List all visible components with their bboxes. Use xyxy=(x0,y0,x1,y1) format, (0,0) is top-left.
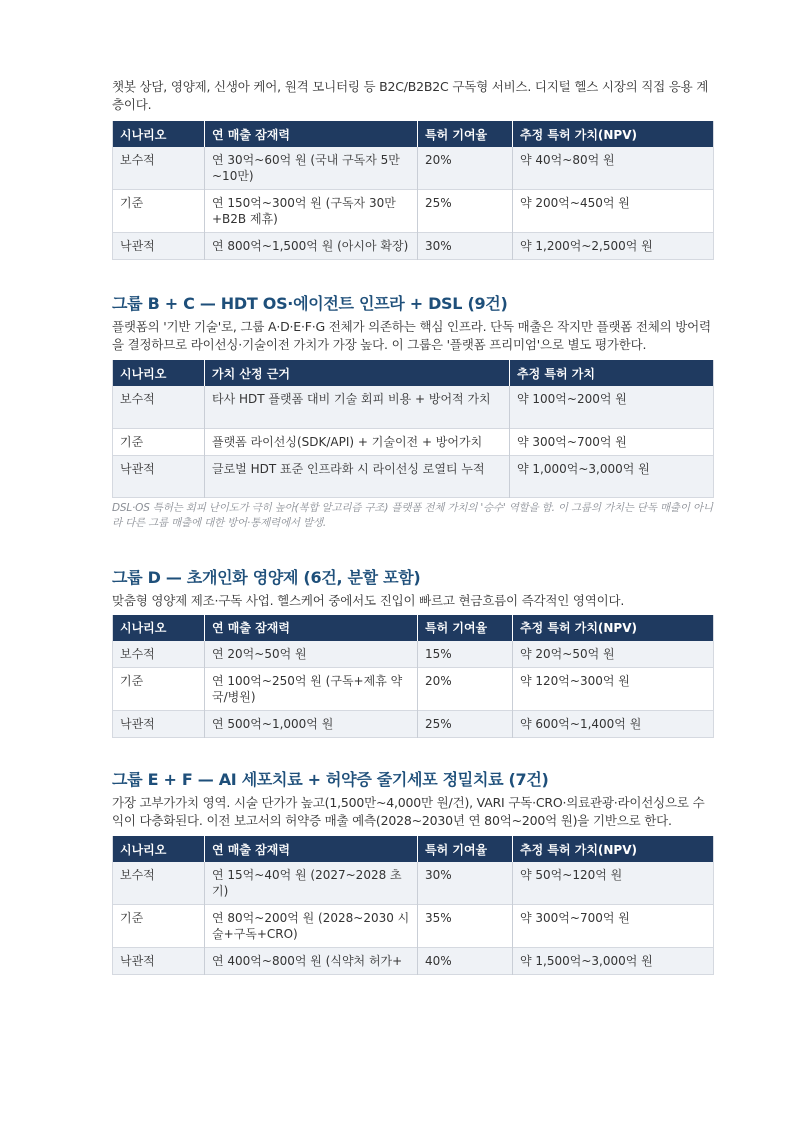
table-cell: 약 40억~80억 원 xyxy=(513,147,714,190)
table-cell: 약 1,200억~2,500억 원 xyxy=(513,233,714,260)
column-header: 연 매출 잠재력 xyxy=(205,836,418,862)
table-row xyxy=(113,862,714,905)
table-cell: 기준 xyxy=(113,905,205,948)
table-cell: 플랫폼 라이선싱(SDK/API) + 기술이전 + 방어가치 xyxy=(205,428,510,455)
table-cell: 25% xyxy=(418,190,513,233)
column-header: 추정 특허 가치 xyxy=(510,360,714,386)
table-cell: 보수적 xyxy=(113,641,205,668)
table-group-a xyxy=(112,121,714,260)
table-cell: 약 600억~1,400억 원 xyxy=(513,711,714,738)
table-group-ef xyxy=(112,836,714,975)
table-cell: 약 120억~300억 원 xyxy=(520,674,630,688)
table-row xyxy=(113,905,714,948)
table-cell: 약 20억~50억 원 xyxy=(513,641,714,668)
table-cell: 약 100억~200억 원 xyxy=(510,386,714,428)
table-row xyxy=(113,233,714,260)
table-cell: 15% xyxy=(418,641,513,668)
table-cell: 연 400억~800억 원 (식약처 허가+ xyxy=(205,948,418,975)
table-cell: 약 50억~120억 원 xyxy=(513,862,714,905)
table-cell: 30% xyxy=(418,862,513,905)
table-group-d xyxy=(112,615,714,739)
table-cell: 약 300억~700억 원 xyxy=(520,911,630,925)
table-row xyxy=(113,386,714,428)
table-cell: 30% xyxy=(418,233,513,260)
column-header: 추정 특허 가치(NPV) xyxy=(513,836,714,862)
section-desc-group-d: 맞춤형 영양제 제조·구독 사업. 헬스케어 중에서도 진입이 빠르고 현금흐름이 즉각적인 영역이다. xyxy=(112,592,625,608)
section-title-group-bc: 그룹 B + C — HDT OS·에이전트 인프라 + DSL (9건) xyxy=(112,294,508,313)
table-cell: 글로벌 HDT 표준 인프라화 시 라이선싱 로열티 누적 xyxy=(205,455,510,497)
table-cell: 낙관적 xyxy=(113,455,205,497)
table-cell: 약 1,000억~3,000억 원 xyxy=(510,455,714,497)
table-header-row xyxy=(113,615,714,641)
table-cell: 보수적 xyxy=(113,147,205,190)
table-cell: 35% xyxy=(418,905,513,948)
table-cell: 낙관적 xyxy=(113,711,205,738)
table-cell: 연 500억~1,000억 원 xyxy=(205,711,418,738)
section-desc-group-ef: 가장 고부가가치 영역. 시술 단가가 높고(1,500만~4,000만 원/건), VARI 구독·CRO·의료관광·라이선싱으로 수익이 다층화된다. 이전 보고서의 허약증 매출 예측(2028~2030년 연 80억~200억 원)을 기반으로 한다. xyxy=(112,795,705,828)
intro-paragraph: 챗봇 상담, 영양제, 신생아 케어, 원격 모니터링 등 B2C/B2B2C 구독형 서비스. 디지털 헬스 시장의 직접 응용 계층이다. xyxy=(112,79,709,112)
table-cell: 낙관적 xyxy=(113,233,205,260)
document-page xyxy=(112,78,713,975)
table-cell: 낙관적 xyxy=(113,948,205,975)
table-cell: 20% xyxy=(418,147,513,190)
table-row xyxy=(113,455,714,497)
column-header: 추정 특허 가치(NPV) xyxy=(513,615,714,641)
column-header: 연 매출 잠재력 xyxy=(205,121,418,147)
column-header: 시나리오 xyxy=(113,360,205,386)
table-cell: 연 800억~1,500억 원 (아시아 확장) xyxy=(205,233,418,260)
table-cell: 40% xyxy=(418,948,513,975)
table-cell: 약 300억~700억 원 xyxy=(517,434,627,449)
column-header: 추정 특허 가치(NPV) xyxy=(513,121,714,147)
table-header-row xyxy=(113,836,714,862)
table-cell: 연 15억~40억 원 (2027~2028 초기) xyxy=(205,862,418,905)
table-cell: 보수적 xyxy=(113,386,205,428)
table-cell: 약 1,500억~3,000억 원 xyxy=(513,948,714,975)
column-header: 시나리오 xyxy=(113,121,205,147)
column-header: 특허 기여율 xyxy=(418,836,513,862)
table-cell: 20% xyxy=(418,668,513,711)
table-cell: 보수적 xyxy=(113,862,205,905)
table-cell: 연 100억~250억 원 (구독+제휴 약국/병원) xyxy=(205,668,418,711)
table-cell: 약 200억~450억 원 xyxy=(520,196,630,210)
table-header-row xyxy=(113,360,714,386)
table-row xyxy=(113,711,714,738)
table-cell: 25% xyxy=(418,711,513,738)
table-row xyxy=(113,428,714,455)
column-header: 가치 산정 근거 xyxy=(205,360,510,386)
table-cell: 연 150억~300억 원 (구독자 30만 +B2B 제휴) xyxy=(205,190,418,233)
column-header: 특허 기여율 xyxy=(418,615,513,641)
table-cell: 기준 xyxy=(113,428,205,455)
table-row xyxy=(113,641,714,668)
section-title-group-ef: 그룹 E + F — AI 세포치료 + 허약증 줄기세포 정밀치료 (7건) xyxy=(112,770,549,789)
table-row xyxy=(113,668,714,711)
section-desc-group-bc: 플랫폼의 '기반 기술'로, 그룹 A·D·E·F·G 전체가 의존하는 핵심 인프라. 단독 매출은 작지만 플랫폼 전체의 방어력을 결정하므로 라이선싱·기술이전 가치가 가장 높다. 이 그룹은 '플랫폼 프리미엄'으로 별도 평가한다. xyxy=(112,319,711,352)
table-row xyxy=(113,147,714,190)
table-row xyxy=(113,190,714,233)
column-header: 시나리오 xyxy=(113,836,205,862)
table-row xyxy=(113,948,714,975)
table-cell: 연 30억~60억 원 (국내 구독자 5만 ~10만) xyxy=(205,147,418,190)
table-cell: 타사 HDT 플랫폼 대비 기술 회피 비용 + 방어적 가치 xyxy=(205,386,510,428)
column-header: 시나리오 xyxy=(113,615,205,641)
table-cell: 연 20억~50억 원 xyxy=(205,641,418,668)
column-header: 특허 기여율 xyxy=(418,121,513,147)
column-header: 연 매출 잠재력 xyxy=(205,615,418,641)
table-cell: 연 80억~200억 원 (2028~2030 시술+구독+CRO) xyxy=(205,905,418,948)
table-cell: 기준 xyxy=(113,668,205,711)
section-title-group-d: 그룹 D — 초개인화 영양제 (6건, 분할 포함) xyxy=(112,567,421,587)
table-group-bc xyxy=(112,360,714,498)
table-cell: 기준 xyxy=(113,190,205,233)
section-note-group-bc: DSL·OS 특허는 회피 난이도가 극히 높아(복합 알고리즘 구조) 플랫폼 전체 가치의 '승수' 역할을 함. 이 그룹의 가치는 단독 매출이 아니라 다른 그룹 매출에 대한 방어·통제력에서 발생. xyxy=(112,501,713,529)
table-header-row xyxy=(113,121,714,147)
